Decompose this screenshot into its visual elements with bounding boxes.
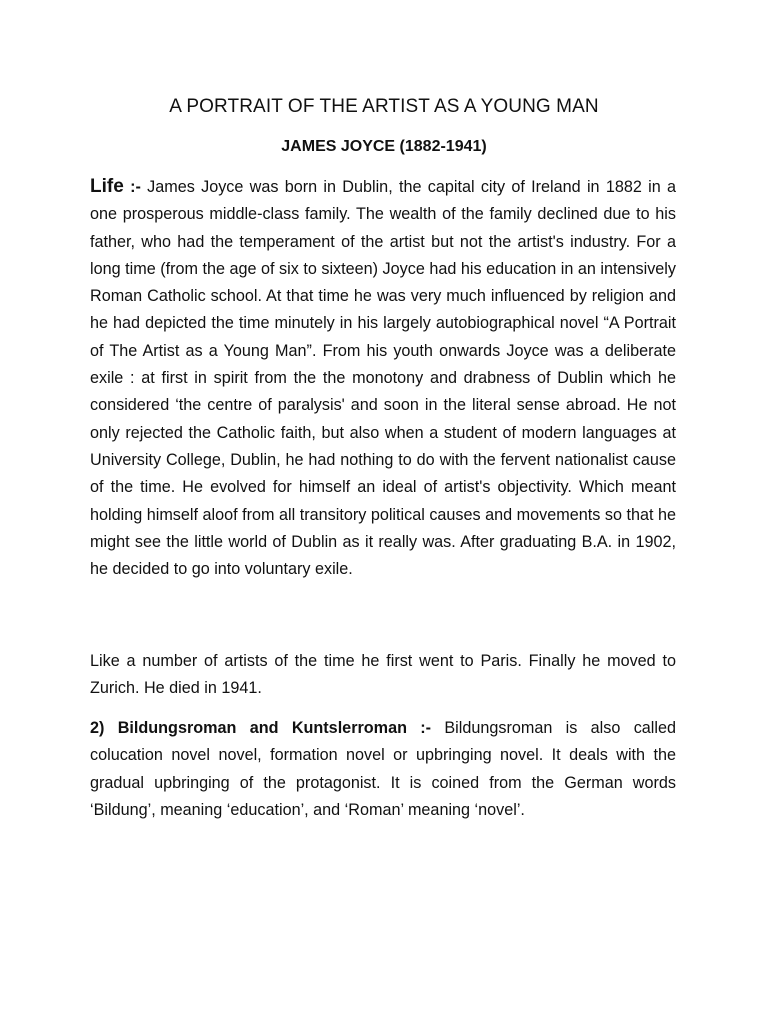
life-text: James Joyce was born in Dublin, the capital city of Ireland in 1882 in a one prosperous middle-class family. The wealth of the family declined due to his father, who had the temperament of the artist but not the artist's industry. For a long time (from the age of six to sixteen) Joyce had his education in an intensively Roman Catholic school. At that time he was very much influenced by religion and he had depicted the time minutely in his largely autobiographical novel “A Portrait of The Artist as a Young Man”. From his youth onwards Joyce was a deliberate exile : at first in spirit from the the monotony and drabness of Dublin which he considered ‘the centre of paralysis' and soon in the literal sense abroad. He not only rejected the Catholic faith, but also when a student of modern languages at University College, Dublin, he had nothing to do with the fervent nationalist cause of the time. He evolved for himself an ideal of artist's objectivity. Which meant holding himself aloof from all transitory political causes and movements so that he might see the little world of Dublin as it really was. After graduating B.A. in 1902, he decided to go into voluntary exile. <box>90 178 677 579</box>
author-subtitle: JAMES JOYCE (1882-1941) <box>281 138 487 155</box>
life-paragraph <box>90 173 676 583</box>
life-heading-suffix: :- <box>123 178 141 196</box>
bildungsroman-paragraph <box>90 715 676 824</box>
bildungsroman-text: Bildungsroman is also called colucation novel novel, formation novel or upbringing novel. It deals with the gradual upbringing of the protagonist. It is coined from the German words ‘Bildung’, meaning ‘education’, and ‘Roman’ meaning ‘novel’. <box>90 719 676 819</box>
page-title: A PORTRAIT OF THE ARTIST AS A YOUNG MAN <box>169 96 599 117</box>
bildungsroman-heading: 2) Bildungsroman and Kuntslerroman :- <box>90 719 432 737</box>
life-heading: Life <box>90 176 124 197</box>
paris-paragraph: Like a number of artists of the time he first went to Paris. Finally he moved to Zurich. He died in 1941. <box>90 652 676 698</box>
